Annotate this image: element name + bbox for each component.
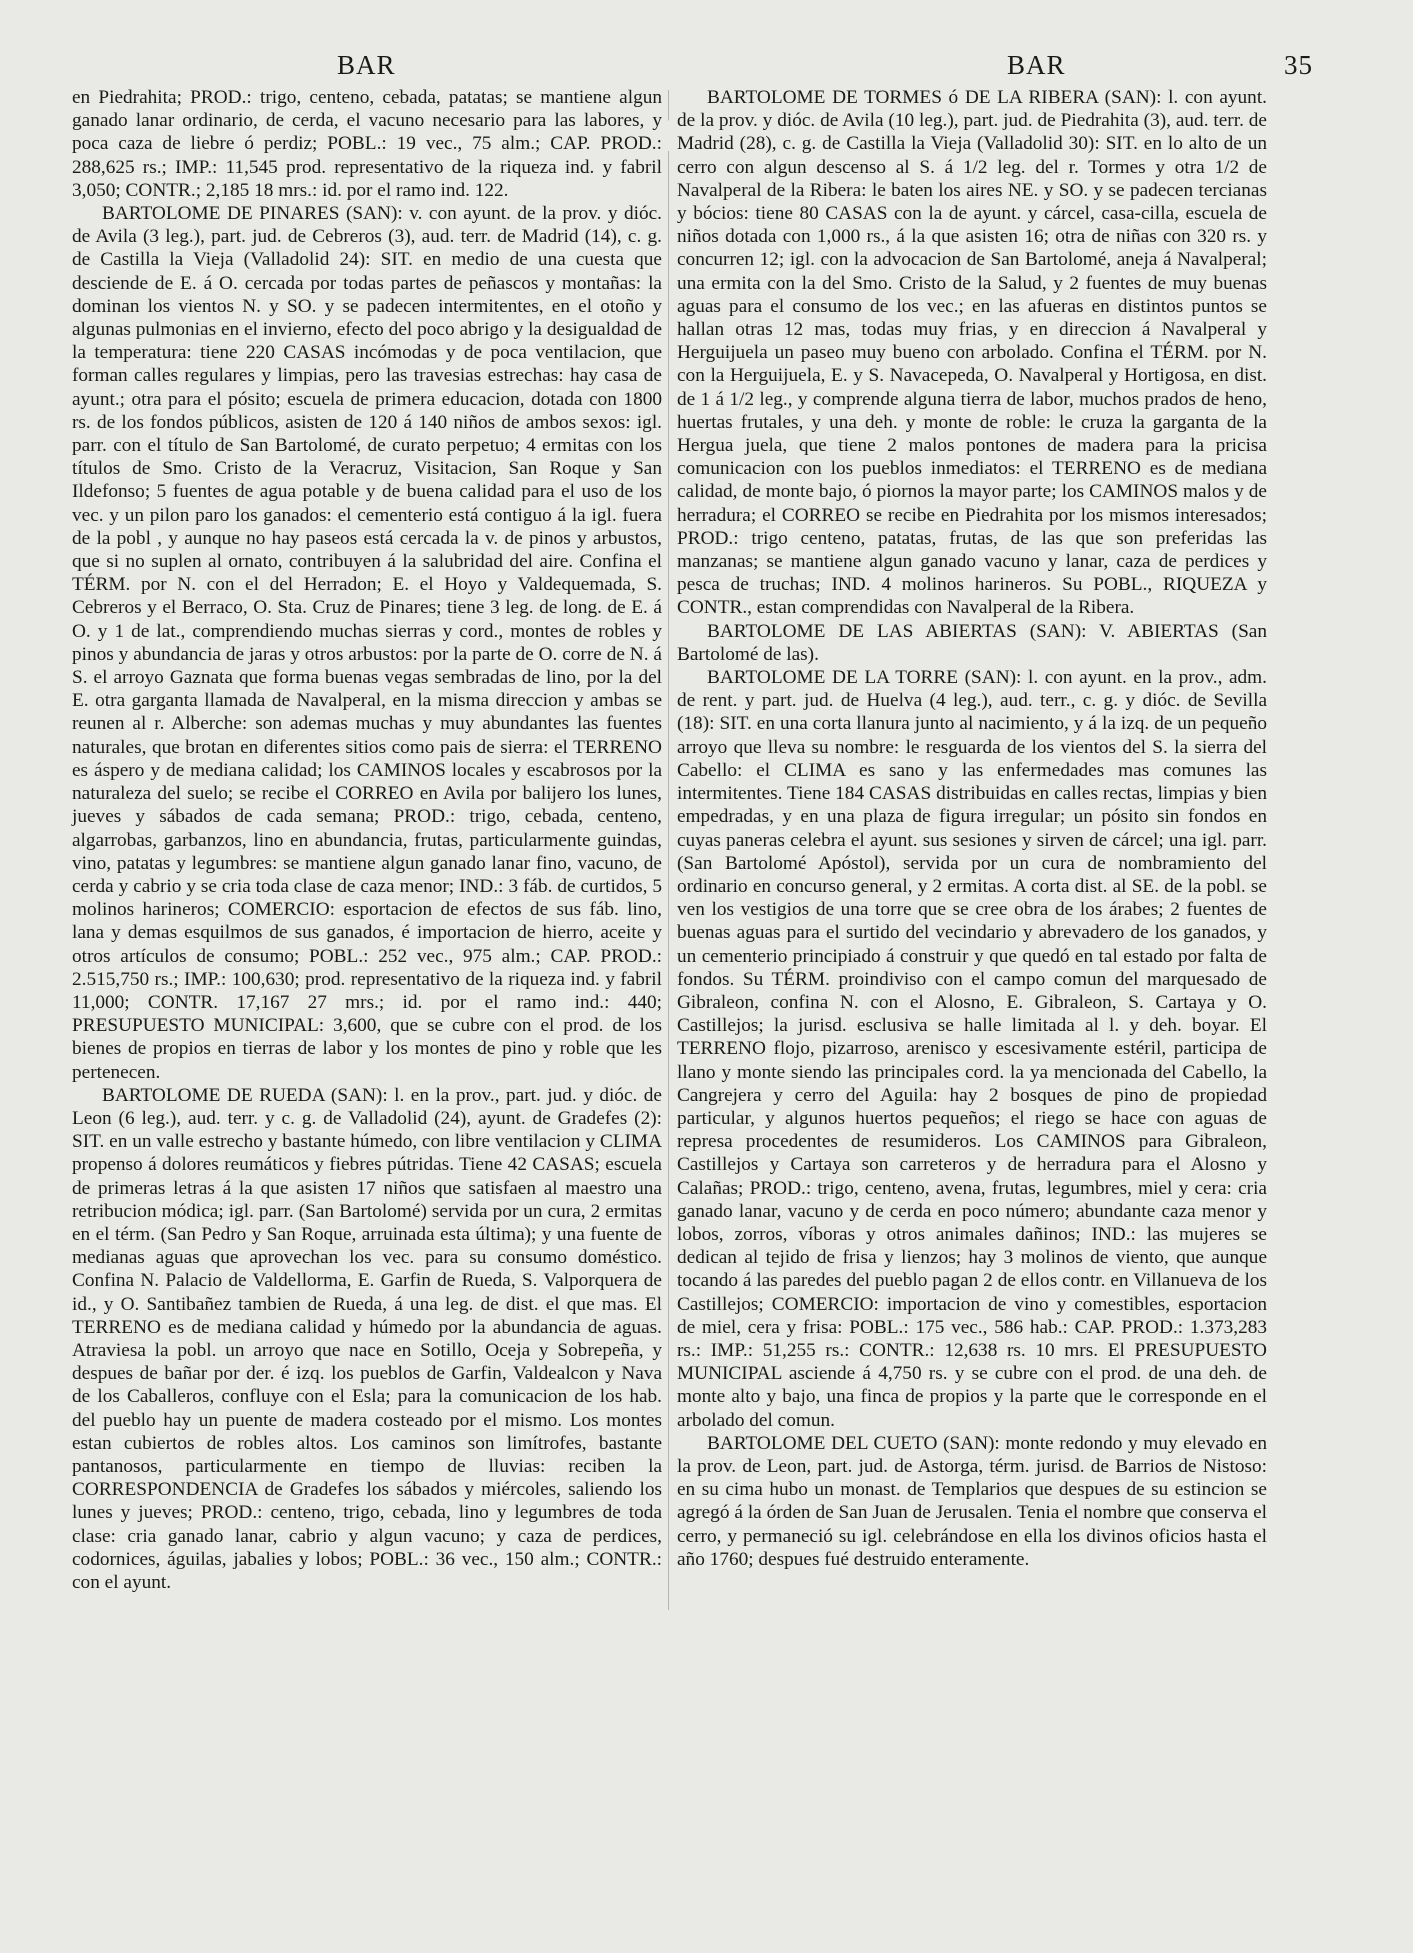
left-column (72, 86, 662, 1594)
entry-bartolome-de-la-torre: BARTOLOME DE LA TORRE (SAN): l. con ayunt. en la prov., adm. de rent. y part. jud. de Huelva (4 leg.), aud. terr., c. g. y dióc. de Sevilla (18): SIT. en una corta llanura junto al nacimiento, y á la izq. de un pequeño arroyo que lleva su nombre: le resguarda de los vientos del S. la sierra del Cabello: el CLIMA es sano y las enfermedades mas comunes las intermitentes. Tiene 184 CASAS distribuidas en calles rectas, limpias y bien empedradas, y en una plaza de figura irregular; un pósito sin fondos en cuyas paneras celebra el ayunt. sus sesiones y sirven de cárcel; una igl. parr. (San Bartolomé Apóstol), servida por un cura de nombramiento del ordinario en concurso general, y 2 ermitas. A corta dist. al SE. de la pobl. se ven los vestigios de una torre que se cree obra de los árabes; 2 fuentes de buenas aguas para el surtido del vecindario y abrevadero de los ganados, y un cementerio principiado á construir y que quedó en tal estado por falta de fondos. Su TÉRM. proindiviso con el campo comun del marquesado de Gibraleon, confina N. con el Alosno, E. Gibraleon, S. Cartaya y O. Castillejos; la jurisd. esclusiva se halle limitada al l. y deh. boyar. El TERRENO flojo, pizarroso, arenisco y escesivamente estéril, participa de llano y monte siendo las principales cord. la ya mencionada del Cabello, la Cangrejera y cerro del Aguila: hay 2 bosques de pino de propiedad particular, y algunos huertos pequeños; el riego se hace con aguas de represa procedentes de resumideros. Los CAMINOS para Gibraleon, Castillejos y Cartaya son carreteros y de herradura para el Alosno y Calañas; PROD.: trigo, centeno, avena, frutas, legumbres, miel y cera: cria ganado lanar, vacuno y de cerda en poco número; abundante caza menor y lobos, zorros, víboras y otros animales dañinos; IND.: las mujeres se dedican al tejido de frisa y lienzos; hay 3 molinos de viento, que aunque tocando á las paredes del pueblo pagan 2 de ellos contr. en Villanueva de los Castillejos; COMERCIO: importacion de vino y comestibles, esportacion de miel, cera y frisa: POBL.: 175 vec., 586 hab.: CAP. PROD.: 1.373,283 rs.: IMP.: 51,255 rs.: CONTR.: 12,638 rs. 10 mrs. El PRESUPUESTO MUNICIPAL asciende á 4,750 rs. y se cubre con el prod. de una deh. de monte alto y bajo, una finca de propios y la parte que le corresponde en el arbolado del comun. (677, 667, 1267, 1431)
entry-bartolome-de-las-abiertas: BARTOLOME DE LAS ABIERTAS (SAN): V. ABIERTAS (San Bartolomé de las). (677, 620, 1267, 665)
running-header (72, 50, 1363, 84)
header-left: BAR (337, 50, 396, 80)
paragraph: en Piedrahita; PROD.: trigo, centeno, cebada, patatas; se mantiene algun ganado lanar ordinario, de cerda, el vacuno necesario para las labores, y poca caza de liebre ó perdiz; POBL.: 19 vec., 75 alm.; CAP. PROD.: 288,625 rs.; IMP.: 11,545 prod. representativo de la riqueza ind. y fabril 3,050; CONTR.; 2,185 18 mrs.: id. por el ramo ind. 122. (72, 87, 662, 201)
entry-bartolome-de-rueda: BARTOLOME DE RUEDA (SAN): l. en la prov., part. jud. y dióc. de Leon (6 leg.), aud. terr. y c. g. de Valladolid (24), ayunt. de Gradefes (2): SIT. en un valle estrecho y bastante húmedo, con libre ventilacion y CLIMA propenso á dolores reumáticos y fiebres pútridas. Tiene 42 CASAS; escuela de primeras letras á la que asisten 17 niños que satisfaen al maestro una retribucion módica; igl. parr. (San Bartolomé) servida por un cura, 2 ermitas en el térm. (San Pedro y San Roque, arruinada esta última); y una fuente de medianas aguas que aprovechan los vec. para su consumo doméstico. Confina N. Palacio de Valdellorma, E. Garfin de Rueda, S. Valporquera de id., y O. Santibañez tambien de Rueda, á una leg. de dist. el que mas. El TERRENO es de mediana calidad y húmedo por la abundancia de aguas. Atraviesa la pobl. un arroyo que nace en Sotillo, Oceja y Sobrepeña, y despues de bañar por der. é izq. los pueblos de Garfin, Valdealcon y Nava de los Caballeros, confluye con el Esla; para la comunicacion de los hab. del pueblo hay un puente de madera costeado por el mismo. Los montes estan cubiertos de robles altos. Los caminos son limítrofes, bastante pantanosos, particularmente en tiempo de lluvias: reciben la CORRESPONDENCIA de Gradefes los sábados y miércoles, saliendo los lunes y jueves; PROD.: centeno, trigo, cebada, lino y legumbres de toda clase: cria ganado lanar, cabrio y algun vacuno; y caza de perdices, codornices, águilas, jabalies y lobos; POBL.: 36 vec., 150 alm.; CONTR.: con el ayunt. (72, 1084, 662, 1593)
header-right: BAR (1007, 50, 1066, 80)
entry-bartolome-de-tormes: BARTOLOME DE TORMES ó DE LA RIBERA (SAN): l. con ayunt. de la prov. y dióc. de Avila (10 leg.), part. jud. de Piedrahita (3), aud. terr. de Madrid (28), c. g. de Castilla la Vieja (Valladolid 30): SIT. en lo alto de un cerro con algun descenso al S. á 1/2 leg. del r. Tormes y otra 1/2 de Navalperal de la Ribera: le baten los aires NE. y SO. y se padecen tercianas y bócios: tiene 80 CASAS con la de ayunt. y cárcel, casa-cilla, escuela de niños dotada con 1,000 rs., á la que asisten 16; otra de niñas con 320 rs. y concurren 12; igl. con la advocacion de San Bartolomé, aneja á Navalperal; una ermita con la del Smo. Cristo de la Salud, y 2 fuentes de muy buenas aguas para el consumo de los vec.; en las afueras en distintos puntos se hallan otras 12 mas, todas muy frias, y en direccion á Navalperal y Herguijuela un paseo muy bueno con arbolado. Confina el TÉRM. por N. con la Herguijuela, E. y S. Navacepeda, O. Navalperal y Hortigosa, en dist. de 1 á 1/2 leg., y comprende alguna tierra de labor, muchos prados de heno, huertas frutales, y una deh. y monte de roble: le cruza la garganta de la Hergua juela, que tiene 2 malos pontones de madera para la pricisa comunicacion con los pueblos inmediatos: el TERRENO es de mediana calidad, de monte bajo, ó piornos la mayor parte; los CAMINOS malos y de herradura; el CORREO se recibe en Piedrahita por los mismos interesados; PROD.: trigo centeno, patatas, frutas, de las que son preferidas las manzanas; se mantiene algun ganado vacuno y lanar, caza de perdices y pesca de truchas; IND. 4 molinos harineros. Su POBL., RIQUEZA y CONTR., estan comprendidas con Navalperal de la Ribera. (677, 87, 1267, 619)
entry-bartolome-del-cueto: BARTOLOME DEL CUETO (SAN): monte redondo y muy elevado en la prov. de Leon, part. jud. de Astorga, térm. jurisd. de Barrios de Nistoso: en su cima hubo un monast. de Templarios que despues de su estincion se agregó á la órden de San Juan de Jerusalen. Tenia el nombre que conserva el cerro, y permaneció su igl. celebrándose en ella los divinos oficios hasta el año 1760; despues fué destruido enteramente. (677, 1432, 1267, 1570)
text-columns (72, 86, 1267, 1594)
page-number: 35 (1284, 50, 1313, 80)
entry-bartolome-de-pinares: BARTOLOME DE PINARES (SAN): v. con ayunt. de la prov. y dióc. de Avila (3 leg.), part. jud. de Cebreros (3), aud. terr. de Madrid (14), c. g. de Castilla la Vieja (Valladolid 24): SIT. en medio de una cuesta que desciende de E. á O. cercada por todas partes de peñascos y montañas: la dominan los vientos N. y SO. y se padecen intermitentes, en el otoño y algunas pulmonias en el invierno, efecto del poco abrigo y la desigualdad de la temperatura: tiene 220 CASAS incómodas y de poca ventilacion, que forman calles regulares y limpias, pero las travesias estrechas: hay casa de ayunt.; otra para el pósito; escuela de primera educacion, dotada con 1800 rs. de los fondos públicos, asisten de 120 á 140 niños de ambos sexos: igl. parr. con el título de San Bartolomé, de curato perpetuo; 4 ermitas con los títulos de Smo. Cristo de la Veracruz, Visitacion, San Roque y San Ildefonso; 5 fuentes de agua potable y de buena calidad para el uso de los vec. y un pilon paro los ganados: el cementerio está contiguo á la igl. fuera de la pobl , y aunque no hay paseos está cercada la v. de pinos y arbustos, que si no suplen al ornato, contribuyen á la salubridad del aire. Confina el TÉRM. por N. con el del Herradon; E. el Hoyo y Valdequemada, S. Cebreros y el Berraco, O. Sta. Cruz de Pinares; tiene 3 leg. de long. de E. á O. y 1 de lat., comprendiendo muchas sierras y cord., montes de robles y pinos y abundancia de jaras y otros arbustos: por la parte de O. corre de N. á S. el arroyo Gaznata que forma buenas vegas sembradas de lino, por la del E. otra garganta llamada de Navalperal, en la misma direccion y ambas se reunen al r. Alberche: son ademas muchas y muy abundantes las fuentes naturales, que brotan en diferentes sitios como pais de sierra: el TERRENO es áspero y de mediana calidad; los CAMINOS locales y escabrosos por la naturaleza del suelo; se recibe el CORREO en Avila por balijero los lunes, jueves y sábados de cada semana; PROD.: trigo, cebada, centeno, algarrobas, garbanzos, lino en abundancia, frutas, particularmente guindas, vino, patatas y legumbres: se mantiene algun ganado lanar fino, vacuno, de cerda y cabrio y se cria toda clase de caza menor; IND.: 3 fáb. de curtidos, 5 molinos harineros; COMERCIO: esportacion de efectos de sus fáb. lino, lana y demas esquilmos de sus ganados, é importacion de hierro, aceite y otros artículos de consumo; POBL.: 252 vec., 975 alm.; CAP. PROD.: 2.515,750 rs.; IMP.: 100,630; prod. representativo de la riqueza ind. y fabril 11,000; CONTR. 17,167 27 mrs.; id. por el ramo ind.: 440; PRESUPUESTO MUNICIPAL: 3,600, que se cubre con el prod. de los bienes de propios en tierras de labor y los montes de pino y roble que les pertenecen. (72, 203, 662, 1083)
right-column (677, 86, 1267, 1594)
